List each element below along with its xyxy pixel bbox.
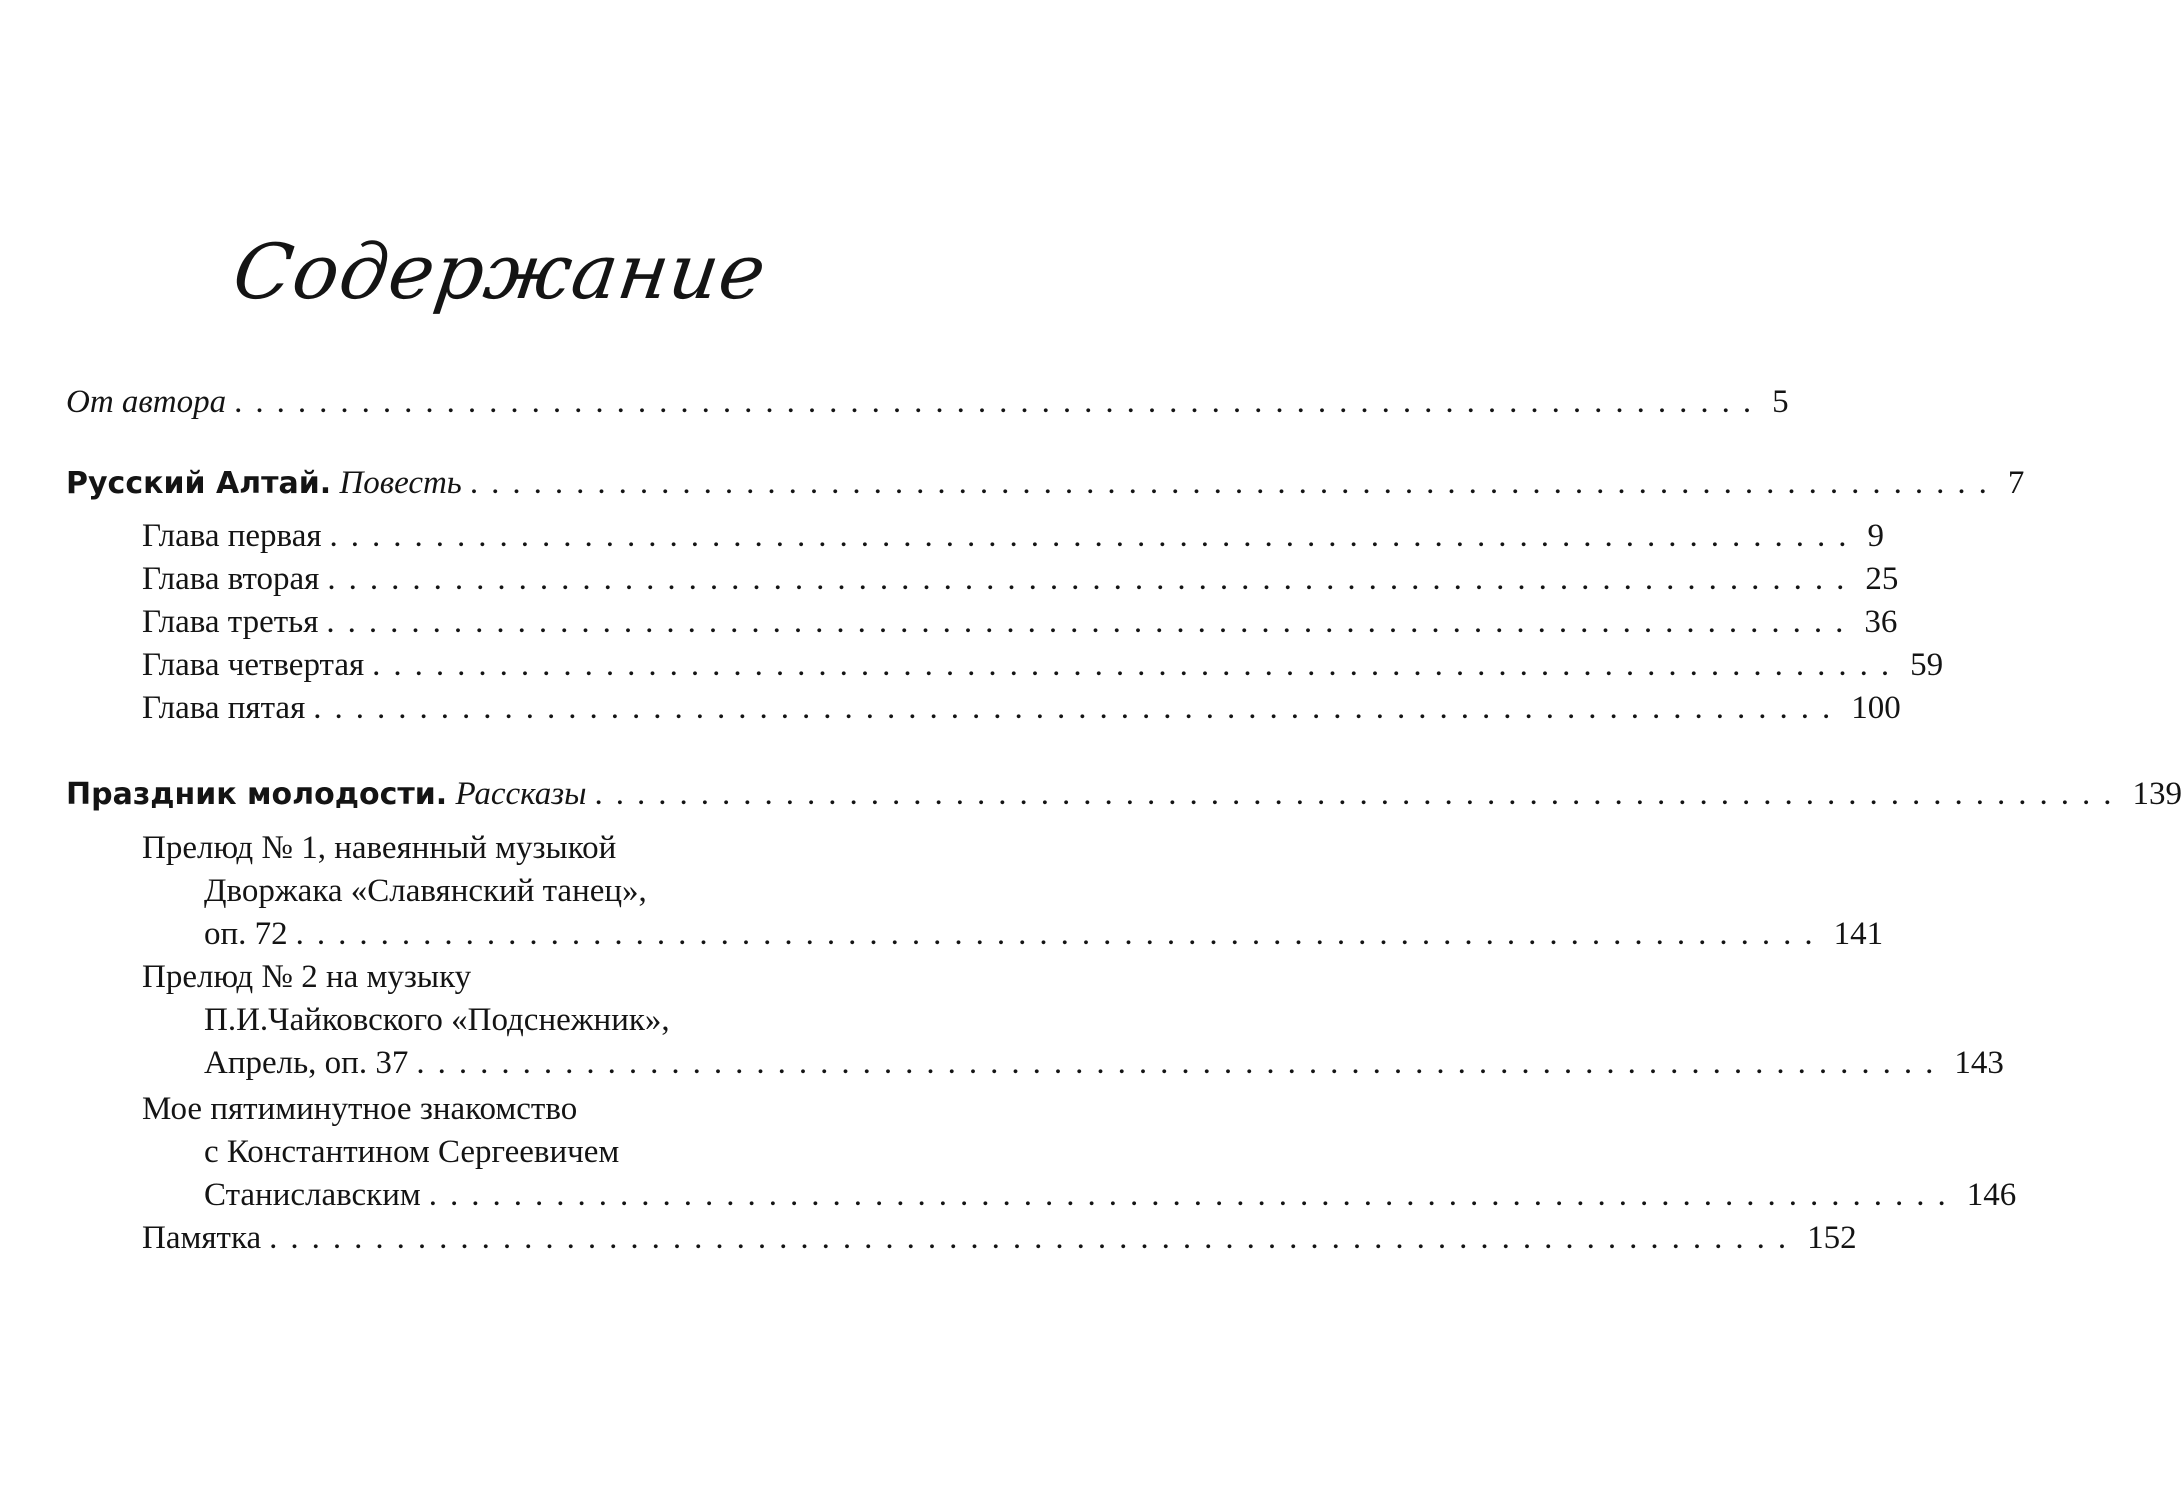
toc-page-number: 9	[1867, 518, 1885, 554]
toc-entry-prelude-2-line-2	[204, 998, 818, 1042]
toc-page-number: 139	[2132, 776, 2182, 812]
toc-entry-prelude-1-line-3	[204, 912, 1884, 956]
dot-leader: ........................................................................	[372, 647, 1903, 683]
toc-entry-chapter-3	[142, 600, 1898, 644]
toc-entry-label: Апрель, оп. 37	[204, 1045, 409, 1081]
toc-entry-memo	[142, 1216, 1857, 1260]
section-title: Русский Алтай.	[66, 466, 332, 501]
toc-entry-label: П.И.Чайковского «Подснежник»,	[204, 1002, 670, 1038]
toc-page-number: 100	[1851, 690, 1901, 726]
toc-page-number: 143	[1954, 1045, 2004, 1081]
section-title: Праздник молодости.	[66, 777, 448, 812]
toc-page-number: 7	[2007, 465, 2025, 501]
toc-page-number: 36	[1864, 604, 1898, 640]
toc-entry-prelude-2-line-1	[142, 955, 818, 999]
toc-page-number: 5	[1772, 384, 1789, 420]
toc-entry-label: Прелюд № 2 на музыку	[142, 959, 472, 995]
toc-entry-chapter-1	[142, 514, 1885, 558]
dot-leader: ........................................................................	[329, 518, 1860, 554]
toc-entry-stanislavsky-line-2	[204, 1130, 818, 1174]
dot-leader: ........................................................................	[469, 465, 2000, 501]
dot-leader: ........................................................................	[428, 1177, 1959, 1213]
section-genre: Повесть	[339, 465, 462, 501]
toc-entry-label: Глава четвертая	[142, 647, 365, 683]
toc-page-number: 146	[1966, 1177, 2017, 1213]
page-title: Содержание	[228, 227, 773, 316]
toc-page-number: 59	[1910, 647, 1944, 683]
toc-entry-label: Прелюд № 1, навеянный музыкой	[142, 830, 617, 866]
toc-entry-label: оп. 72	[204, 916, 288, 952]
toc-entry-label: Памятка	[142, 1220, 262, 1256]
section-genre: Рассказы	[455, 776, 587, 812]
dot-leader: ........................................................................	[327, 561, 1858, 597]
toc-page-number: 141	[1833, 916, 1884, 952]
toc-entry-youth-celebration	[66, 772, 2182, 817]
dot-leader: ........................................................................	[295, 916, 1826, 952]
dot-leader: ........................................................................	[269, 1220, 1800, 1256]
toc-entry-label: Глава первая	[142, 518, 322, 554]
toc-entry-prelude-1-line-2	[204, 869, 818, 913]
toc-entry-prelude-1-line-1	[142, 826, 818, 870]
toc-entry-label	[66, 461, 462, 506]
toc-entry-russian-altai	[66, 461, 2025, 506]
toc-page-number: 152	[1807, 1220, 1857, 1256]
dot-leader: ........................................................................	[326, 604, 1857, 640]
toc-entry-label: Станиславским	[204, 1177, 421, 1213]
dot-leader: ........................................................................	[416, 1045, 1947, 1081]
toc-entry-chapter-5	[142, 686, 1901, 730]
toc-entry-label: с Константином Сергеевичем	[204, 1134, 620, 1170]
toc-entry-label: Глава вторая	[142, 561, 320, 597]
dot-leader: ........................................................................	[313, 690, 1844, 726]
toc-entry-prelude-2-line-3	[204, 1041, 2004, 1085]
toc-page-number: 25	[1865, 561, 1899, 597]
toc-entry-stanislavsky-line-3	[204, 1173, 2017, 1217]
toc-entry-label	[66, 772, 586, 817]
toc-entry-stanislavsky-line-1	[142, 1087, 818, 1131]
toc-entry-chapter-2	[142, 557, 1899, 601]
toc-entry-label: Дворжака «Славянский танец»,	[204, 873, 647, 909]
toc-entry-label: Мое пятиминутное знакомство	[142, 1091, 578, 1127]
toc-entry-label: От автора	[66, 384, 227, 420]
toc-entry-label: Глава третья	[142, 604, 319, 640]
toc-entry-chapter-4	[142, 643, 1944, 687]
toc-entry-from-author	[66, 380, 1789, 424]
toc-entry-label: Глава пятая	[142, 690, 306, 726]
dot-leader: ........................................................................	[594, 776, 2125, 812]
dot-leader: ........................................................................	[234, 384, 1765, 420]
